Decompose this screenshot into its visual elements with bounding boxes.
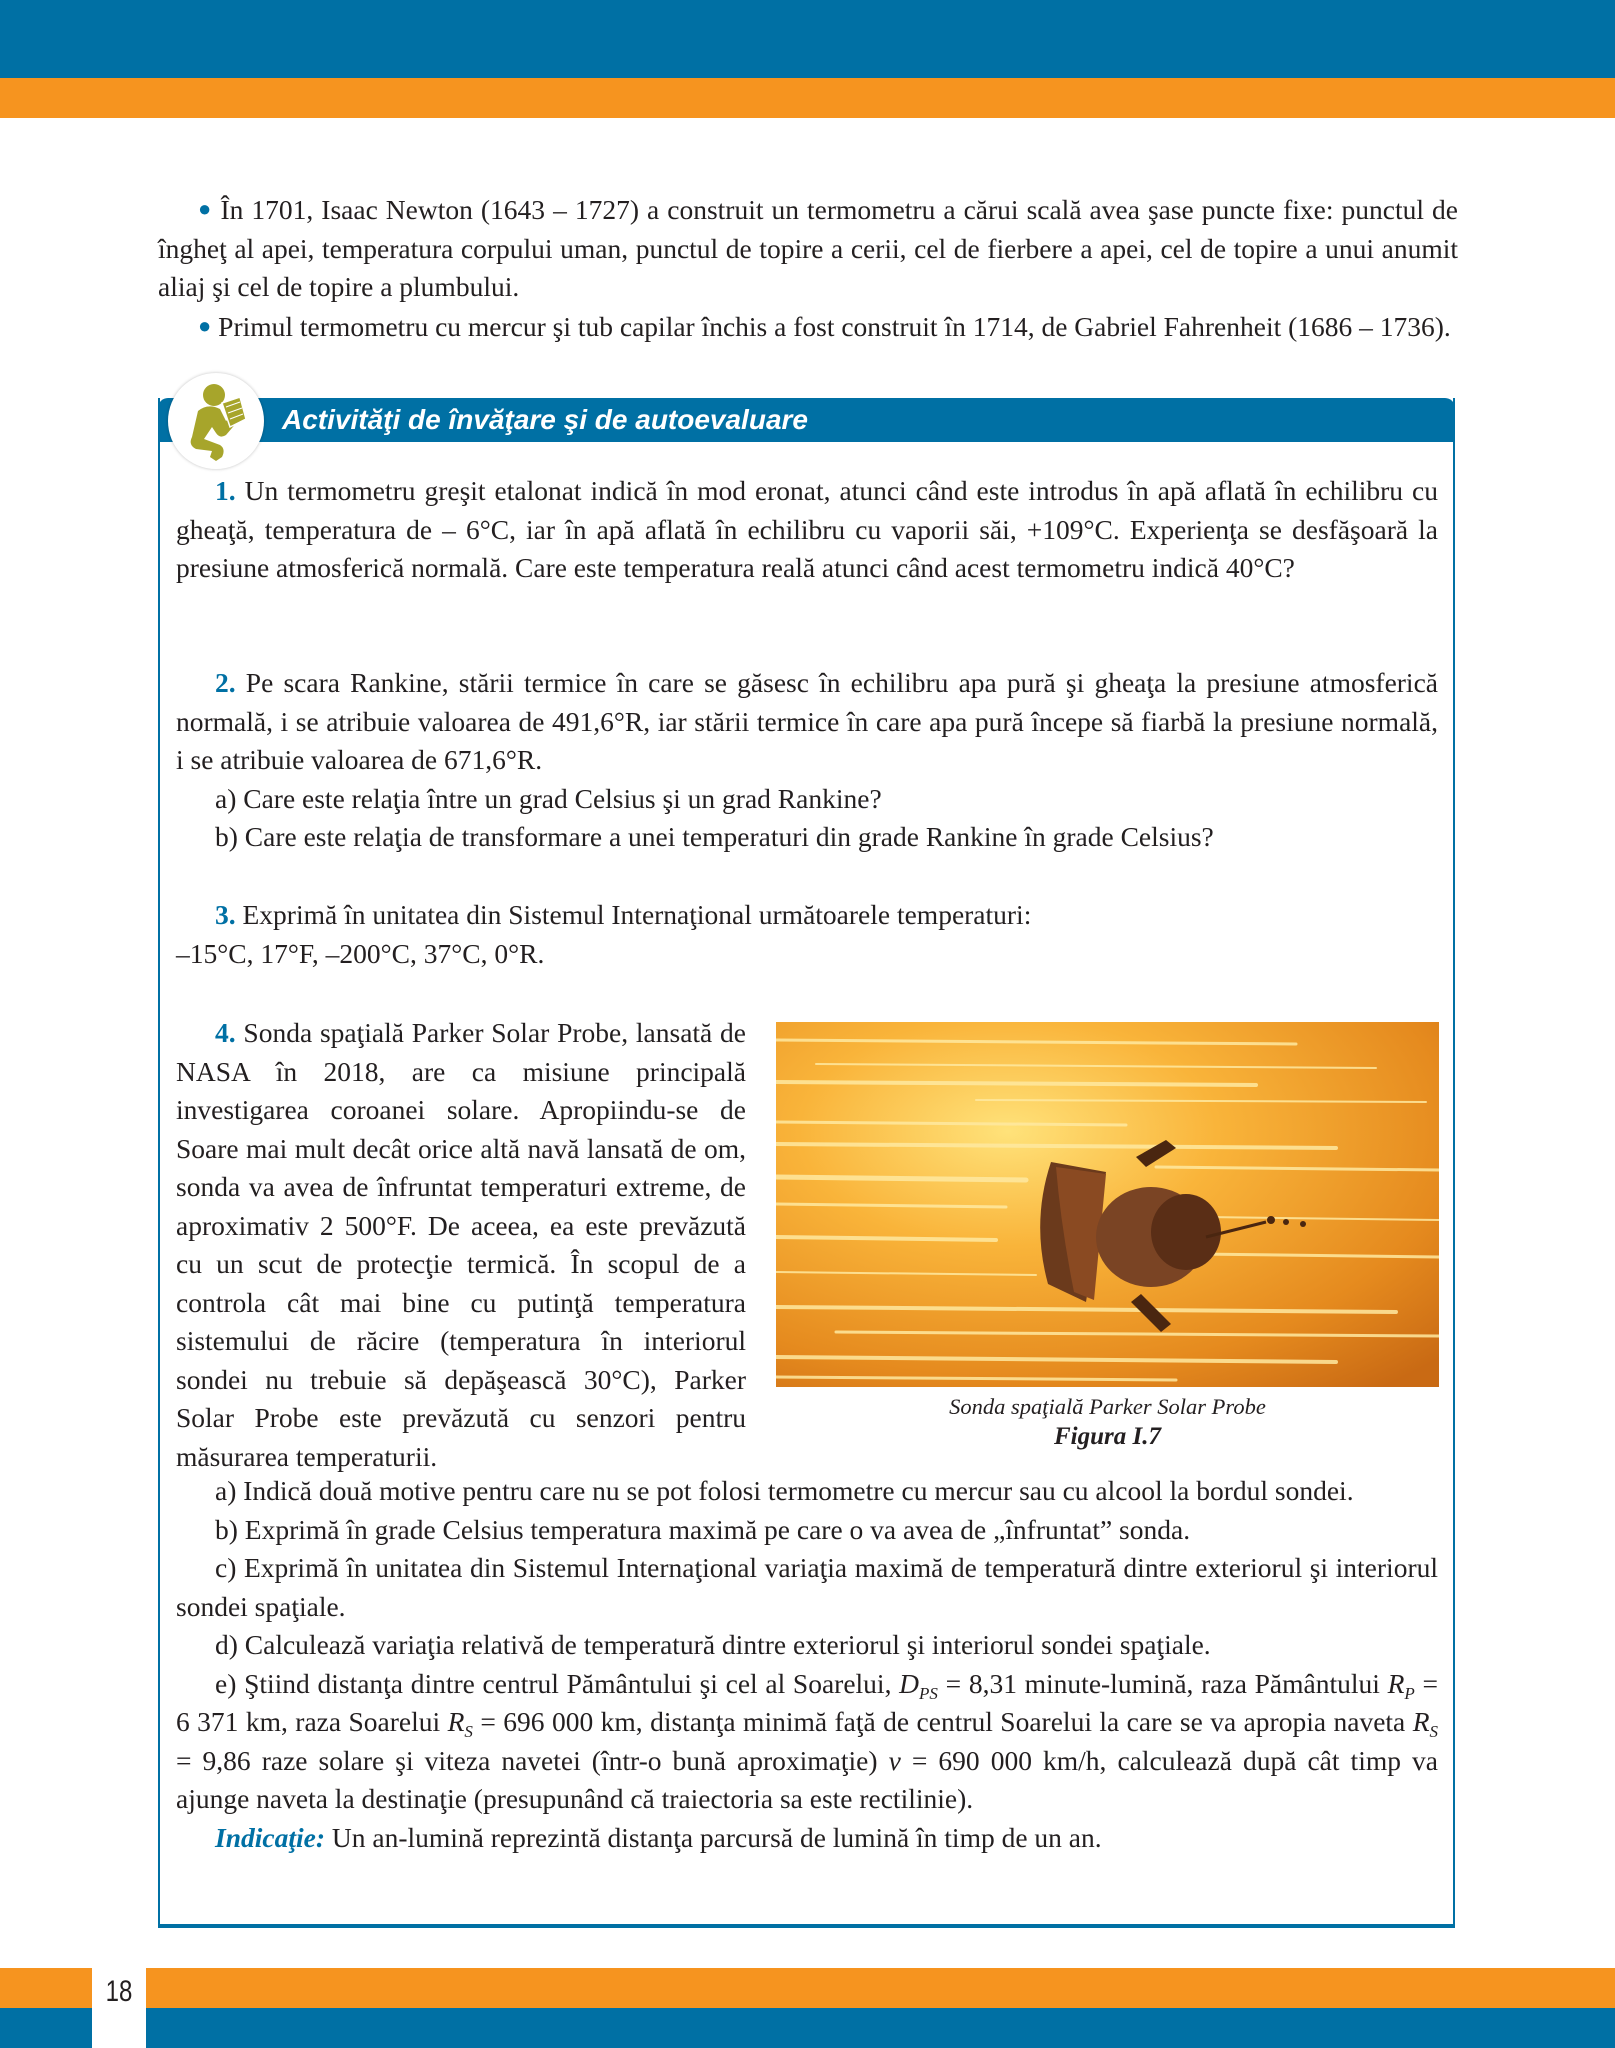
- intro-paragraph: ● Primul termometru cu mercur şi tub capilar închis a fost construit în 1714, de Gabriel Fahrenheit (1686 – 1736).: [198, 310, 1451, 342]
- bullet-icon: ●: [198, 196, 213, 221]
- figure-label: Figura I.7: [1054, 1423, 1161, 1450]
- header-orange-band: [0, 78, 1615, 118]
- question-4-intro: 4. Sonda spaţială Parker Solar Probe, lansată de NASA în 2018, are ca misiune principală investigarea coroanei solare. Apropiindu-se de Soare mai mult decât orice altă navă lansată de om, sonda va avea de înfruntat temperaturi extreme, de aproximativ 2 500°F. De aceea, ea este prevăzută cu un scut de protecţie termică. În scopul de a controla cât mai bine cu putinţă temperatura sistemului de răcire (temperatura în interiorul sondei nu trebuie să depăşească 30°C), Parker Solar Probe este prevăzută cu senzori pentru măsurarea temperaturii.: [176, 1017, 746, 1472]
- question-2: 2. Pe scara Rankine, stării termice în care se găsesc în echilibru apa pură şi gheaţa la presiune atmosferică normală, i se atribuie valoarea de 491,6°R, iar stării termice în care apa pură începe să fiarbă la presiune normală, i se atribuie valoarea de 671,6°R. a) Care este relaţia între un grad Celsius şi un grad Rankine? b) Care este relaţia de transformare a unei temperaturi din grade Rankine în grade Celsius?: [176, 664, 1438, 857]
- reading-person-icon: [168, 373, 264, 469]
- question-1: 1. Un termometru greşit etalonat indică în mod eronat, atunci când este introdus în apă aflată în echilibru cu gheaţă, temperatura de – 6°C, iar în apă aflată în echilibru cu vaporii săi, +109°C. Experienţa se desfăşoară la presiune atmosferică normală. Care este temperatura reală atunci când acest termometru indică 40°C?: [176, 475, 1438, 583]
- question-number: 2.: [215, 667, 236, 698]
- footer-blue-band: [0, 2008, 1615, 2048]
- footer-orange-band: [0, 1968, 1615, 2008]
- question-number: 4.: [215, 1017, 236, 1048]
- figure-caption: Sonda spaţială Parker Solar Probe: [949, 1394, 1266, 1419]
- hint: Indicaţie: Un an-lumină reprezintă distanţa parcursă de lumină în timp de un an.: [215, 1821, 1102, 1853]
- page-number: 18: [105, 1975, 133, 2008]
- question-2b: b) Care este relaţia de transformare a unei temperaturi din grade Rankine în grade Celsius?: [215, 821, 1214, 852]
- question-4c: c) Exprimă în unitatea din Sistemul Internaţional variaţia maximă de temperatură dintre exteriorul şi interiorul sondei spaţiale.: [176, 1552, 1438, 1622]
- question-3-values: –15°C, 17°F, –200°C, 37°C, 0°R.: [176, 937, 545, 969]
- question-4a: a) Indică două motive pentru care nu se pot folosi termometre cu mercur sau cu alcool la bordul sondei.: [215, 1475, 1354, 1506]
- intro-paragraph: ● În 1701, Isaac Newton (1643 – 1727) a construit un termometru a cărui scală avea şase puncte fixe: punctul de îngheţ al apei, temperatura corpului uman, punctul de topire a cerii, cel de fierbere a apei, cel de topire a unui anumit aliaj şi cel de topire a plumbului.: [158, 194, 1458, 302]
- question-4e: e) Ştiind distanţa dintre centrul Pământului şi cel al Soarelui, $D_{PS} = 8,31$ minute-lumină, raza Pământului $R_P = 6$ 371 km, raza Soarelui $R_S = 696$ 000 km, distanţa minimă faţă de centrul Soarelui la care se va apropia naveta $R_S = 9,86$ raze solare şi viteza navetei (într-o bună aproximaţie) v = 690 000 km/h, calculează după cât timp va ajunge naveta la destinaţie (presupunând că traiectoria sa este rectilinie).: [176, 1667, 1438, 1814]
- bullet-icon: ●: [198, 312, 212, 338]
- parker-solar-probe-photo: [776, 1022, 1439, 1387]
- question-number: 1.: [215, 475, 236, 506]
- question-4d: d) Calculează variaţia relativă de temperatură dintre exteriorul şi interiorul sondei spaţiale.: [215, 1629, 1211, 1660]
- hint-label: Indicaţie:: [215, 1821, 325, 1853]
- question-3: 3. Exprimă în unitatea din Sistemul Internaţional următoarele temperaturi: –15°C, 17°F, –200°C, 37°C, 0°R.: [176, 896, 1438, 973]
- intro-text: [158, 190, 1458, 346]
- question-number: 3.: [215, 899, 236, 930]
- header-blue-band: [0, 0, 1615, 78]
- question-2a: a) Care este relaţia între un grad Celsius şi un grad Rankine?: [215, 782, 882, 814]
- activity-title: Activităţi de învăţare şi de autoevaluare: [282, 404, 808, 435]
- question-4b: b) Exprimă în grade Celsius temperatura maximă pe care o va avea de „înfruntat” sonda.: [215, 1513, 1191, 1545]
- question-4-parts: [176, 1472, 1438, 1857]
